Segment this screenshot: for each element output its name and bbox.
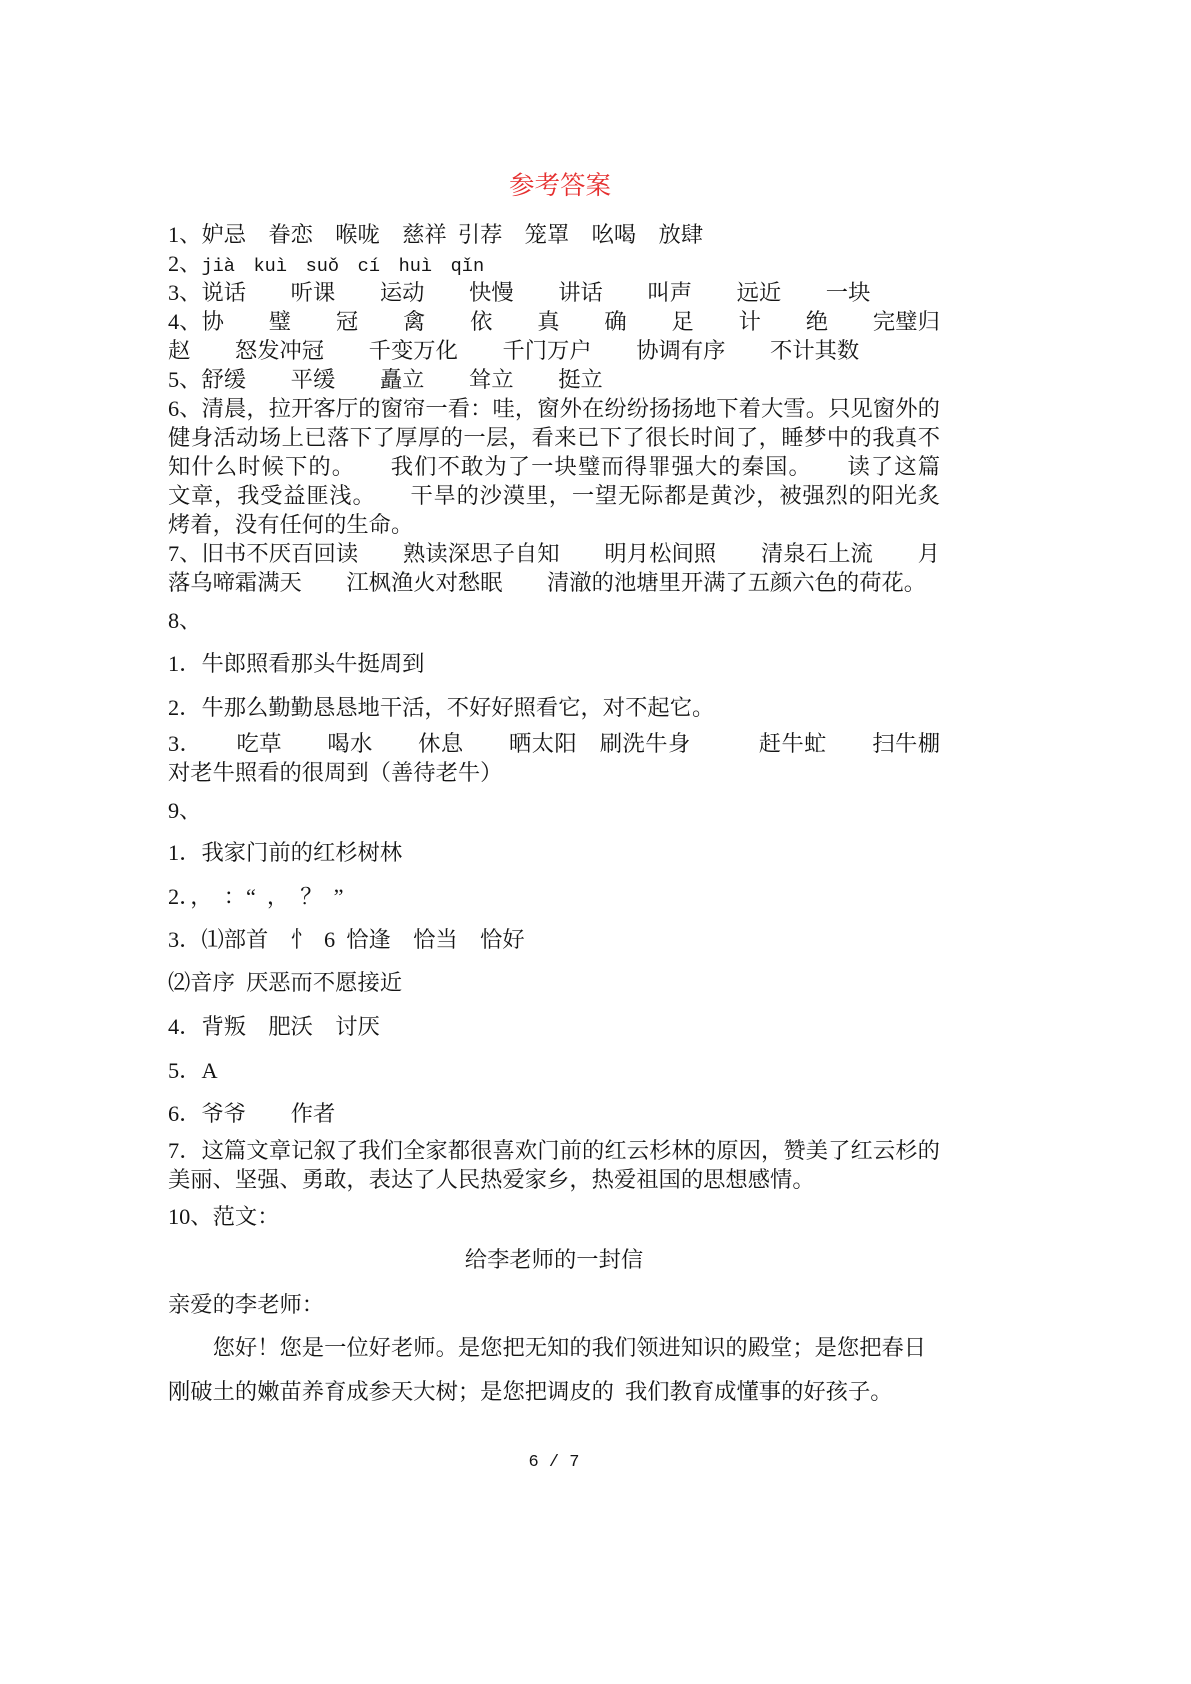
answer-7-number: 7、 [168, 541, 202, 566]
answer-8-item-3-number: 3． [168, 731, 192, 756]
answer-9-item-6-number: 6． [168, 1101, 202, 1126]
answer-9-item-2-number: 2． [168, 884, 191, 909]
answer-9-item-4-text: 背叛 肥沃 讨厌 [201, 1014, 380, 1039]
letter-body-line-1: 您好！您是一位好老师。是您把无知的我们领进知识的殿堂；是您把春日 [168, 1335, 927, 1360]
answer-8-item-2 [168, 693, 714, 722]
answer-9-item-3-number: 3． [168, 927, 202, 952]
answer-4-line-1 [168, 307, 940, 336]
answer-3-number: 3、 [168, 280, 202, 305]
answer-8-item-1-text: 牛郎照看那头牛挺周到 [201, 651, 425, 676]
letter-salutation: 亲爱的李老师： [168, 1292, 325, 1317]
answer-9-item-3 [168, 925, 525, 954]
answer-3 [168, 278, 870, 307]
answer-4-number: 4、 [168, 309, 202, 334]
answer-1-number: 1、 [168, 222, 202, 247]
answer-9-item-2-text: ， ：“ ， ？ ” [190, 884, 344, 909]
answer-10-heading: 范文： [212, 1204, 280, 1229]
answer-8-item-2-number: 2． [168, 695, 202, 720]
answer-4-line-2: 赵 怒发冲冠 千变万化 千门万户 协调有序 不计其数 [168, 338, 860, 363]
answer-8-item-1 [168, 649, 424, 678]
answer-9-item-6 [168, 1099, 335, 1128]
answer-6-number: 6、 [168, 396, 202, 421]
answer-8-item-3 [168, 729, 940, 758]
answer-7-line-2: 落乌啼霜满天 江枫渔火对愁眠 清澈的池塘里开满了五颜六色的荷花。 [168, 570, 927, 595]
answer-6-line-3: 知什么时候下的。 我们不敢为了一块璧而得罪强大的秦国。 读了这篇 [168, 454, 940, 479]
answer-9-item-3-text: ⑴部首 忄 6 恰逢 恰当 恰好 [201, 927, 525, 952]
answer-3-text: 说话 听课 运动 快慢 讲话 叫声 远近 一块 [201, 280, 871, 305]
answer-9-number: 9、 [168, 798, 202, 823]
answer-6-line-4: 文章，我受益匪浅。 干旱的沙漠里，一望无际都是黄沙，被强烈的阳光炙 [168, 483, 940, 508]
answer-9-item-7-line-2: 美丽、坚强、勇敢，表达了人民热爱家乡，热爱祖国的思想感情。 [168, 1167, 815, 1192]
answer-8-item-1-number: 1． [168, 651, 202, 676]
answer-2 [168, 249, 484, 278]
answer-6-line-1 [168, 394, 940, 423]
answer-9-item-7-number: 7． [168, 1138, 202, 1163]
answer-2-number: 2、 [168, 251, 202, 276]
answer-9-item-5-number: 5． [168, 1058, 202, 1083]
answer-9-item-1 [168, 838, 402, 867]
answer-6-line-5: 烤着，没有任何的生命。 [168, 512, 414, 537]
answer-7-text: 旧书不厌百回读 熟读深思子自知 明月松间照 清泉石上流 月 [201, 541, 940, 566]
letter-title: 给李老师的一封信 [464, 1247, 644, 1272]
answer-10 [168, 1202, 280, 1231]
answer-4-text: 协 璧 冠 禽 依 真 确 足 计 绝 完璧归 [201, 309, 940, 334]
answer-9-item-6-text: 爷爷 作者 [201, 1101, 336, 1126]
answer-9-item-4-number: 4． [168, 1014, 202, 1039]
answer-9-item-4 [168, 1012, 380, 1041]
answer-6-text: 清晨，拉开客厅的窗帘一看：哇，窗外在纷纷扬扬地下着大雪。只见窗外的 [201, 396, 940, 421]
answer-5-number: 5、 [168, 367, 202, 392]
answer-8-number: 8、 [168, 608, 202, 633]
answer-8-item-3-text: 吃草 喝水 休息 晒太阳 刷洗牛身 赶牛虻 扫牛棚 [191, 731, 940, 756]
page-title: 参考答案 [508, 171, 611, 200]
answer-9-item-7 [168, 1136, 940, 1165]
answer-8-item-2-text: 牛那么勤勤恳恳地干活，不好好照看它，对不起它。 [201, 695, 715, 720]
answer-1 [168, 220, 703, 249]
answer-8-item-3-line-2: 对老牛照看的很周到（善待老牛） [168, 760, 503, 785]
answer-5 [168, 365, 603, 394]
answer-5-text: 舒缓 平缓 矗立 耸立 挺立 [201, 367, 603, 392]
answer-9-item-1-text: 我家门前的红杉树林 [201, 840, 403, 865]
page-number: 6 / 7 [528, 1453, 580, 1472]
answer-10-number: 10、 [168, 1204, 213, 1229]
answer-1-text: 妒忌 眷恋 喉咙 慈祥 引荐 笼罩 吆喝 放肆 [201, 222, 704, 247]
answer-9-item-2 [168, 882, 344, 911]
answer-9-item-5 [168, 1056, 218, 1085]
letter-body-line-2: 刚破土的嫩苗养育成参天大树；是您把调皮的 我们教育成懂事的好孩子。 [168, 1379, 893, 1404]
answer-9-item-7-text: 这篇文章记叙了我们全家都很喜欢门前的红云杉林的原因，赞美了红云杉的 [201, 1138, 940, 1163]
answer-9-item-3-line-2: ⑵音序 厌恶而不愿接近 [168, 970, 403, 995]
answer-9-item-5-text: A [201, 1058, 218, 1083]
answer-2-pinyin: jià kuì suǒ cí huì qǐn [201, 256, 485, 277]
answer-7-line-1 [168, 539, 940, 568]
answer-9-item-1-number: 1． [168, 840, 202, 865]
answer-6-line-2: 健身活动场上已落下了厚厚的一层，看来已下了很长时间了，睡梦中的我真不 [168, 425, 940, 450]
